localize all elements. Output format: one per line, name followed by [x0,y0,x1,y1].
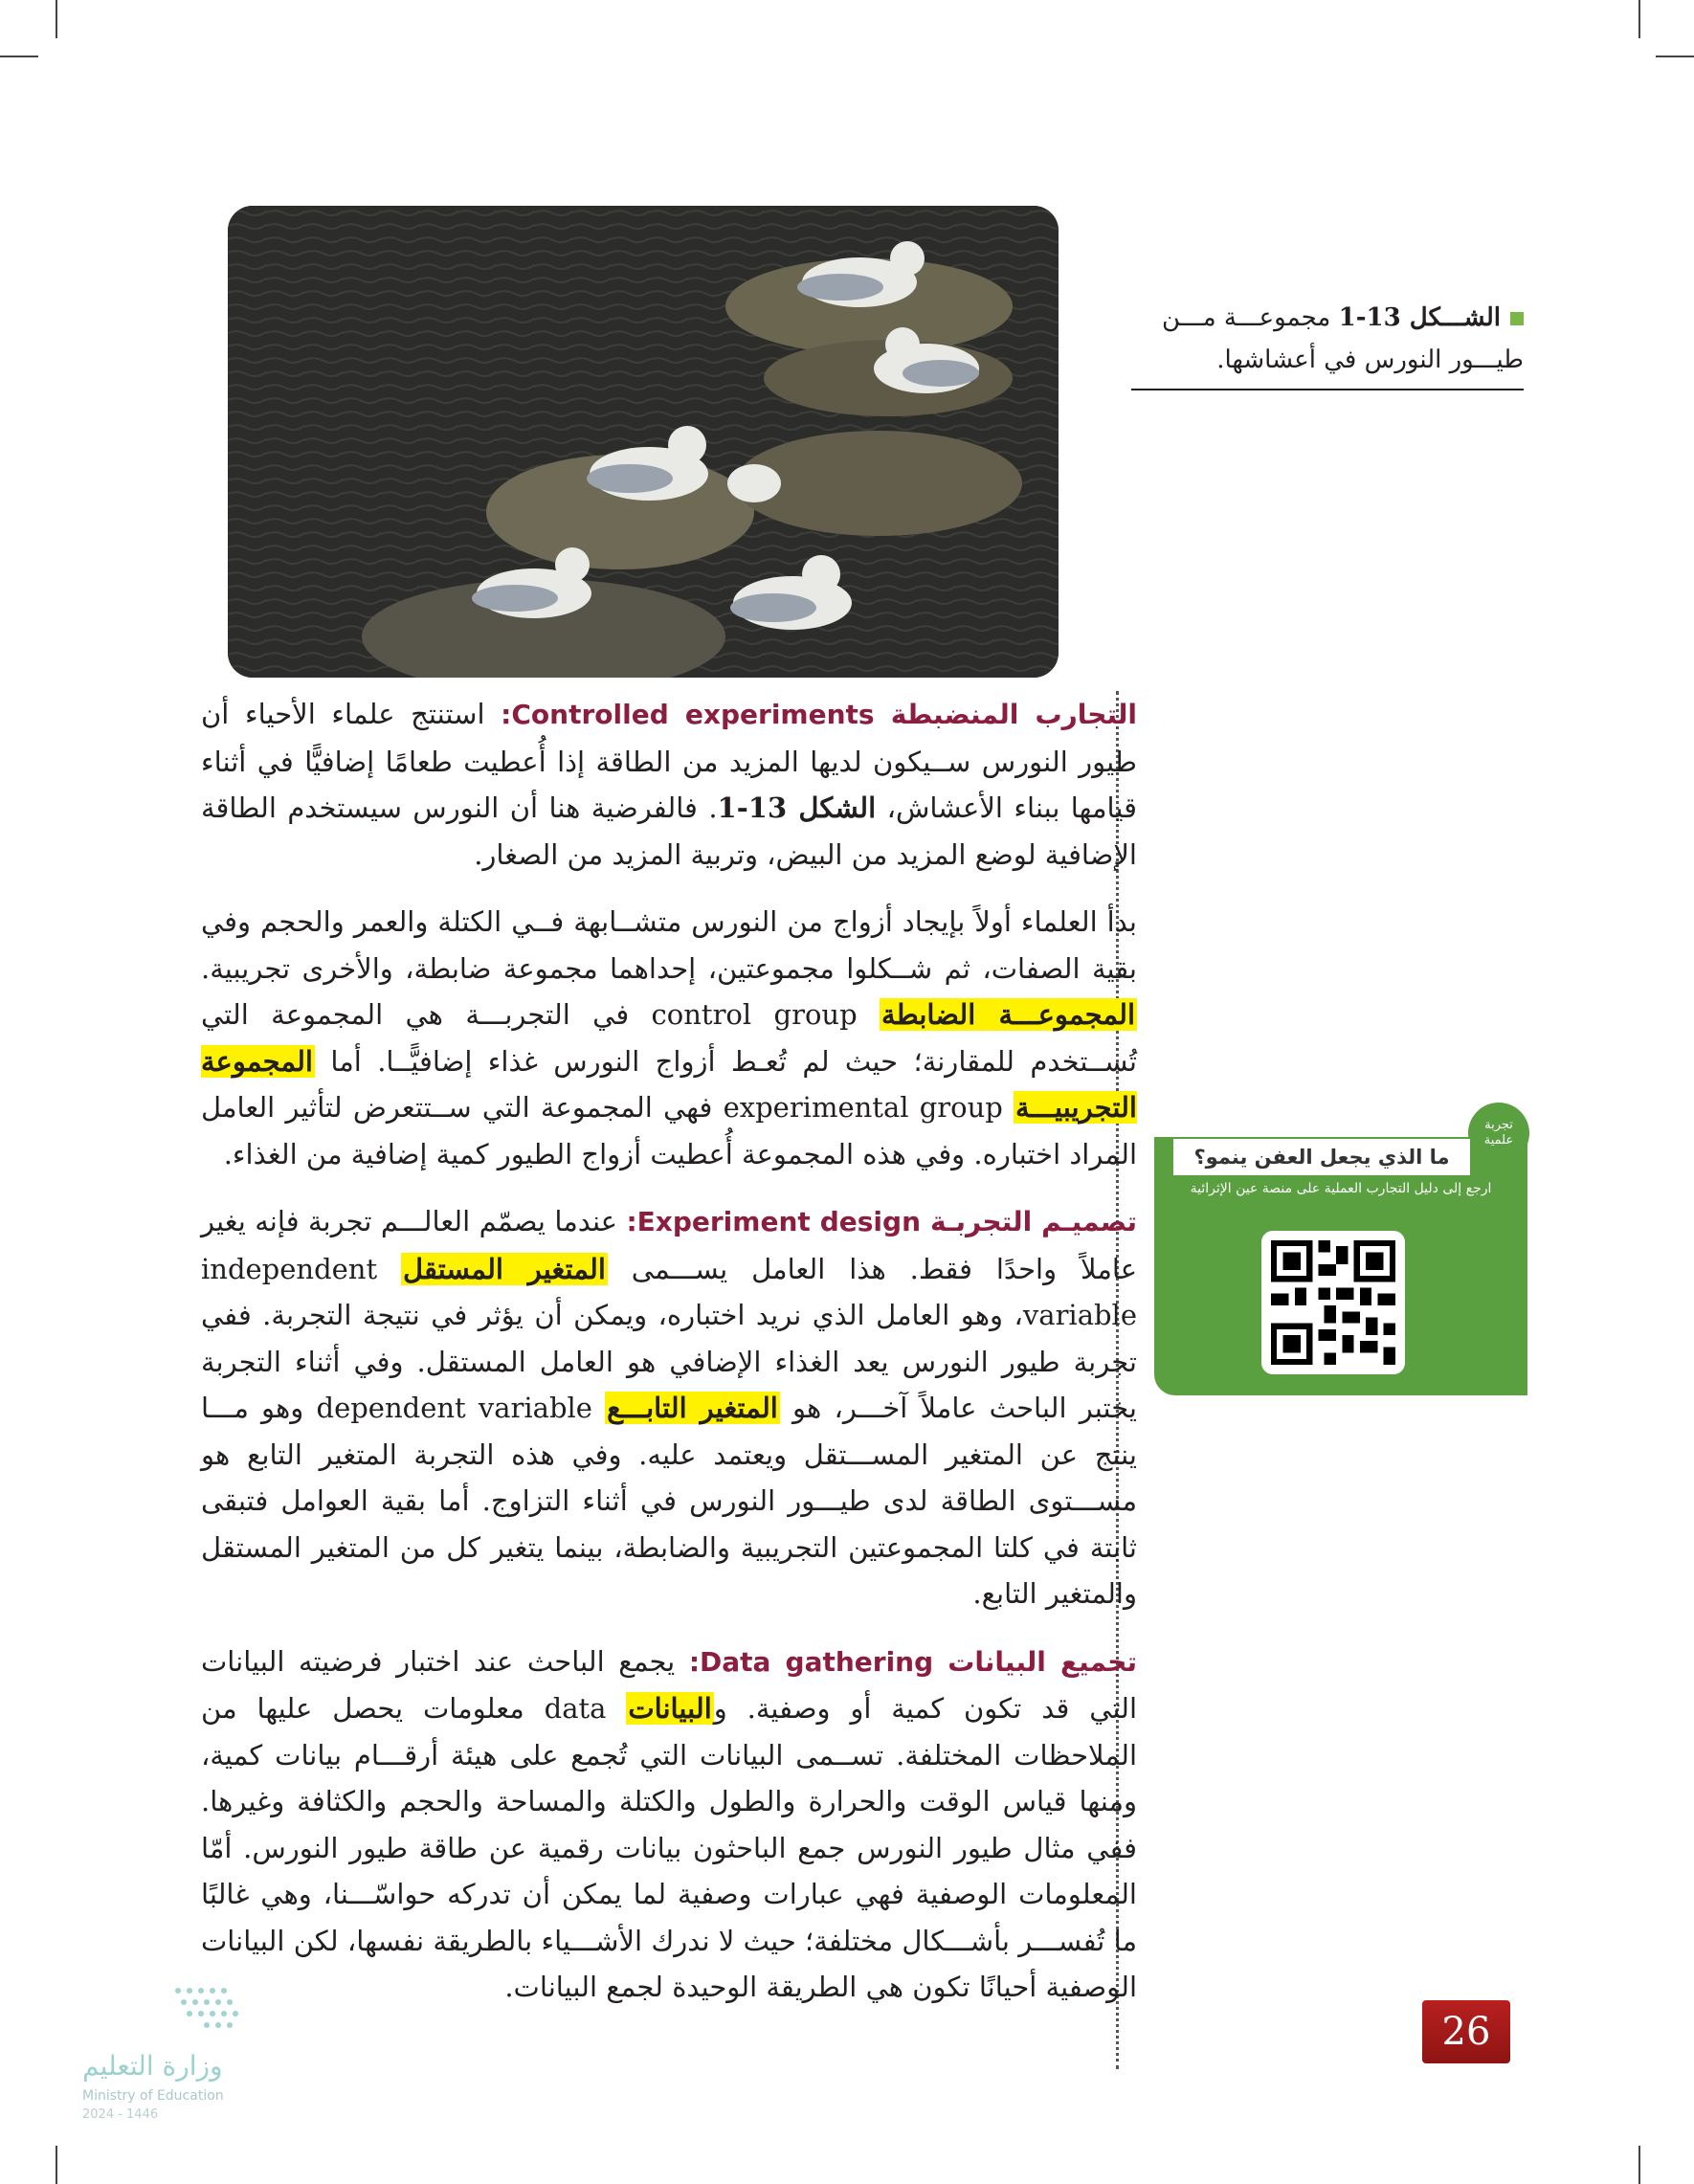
page-number: 26 [1422,2000,1510,2063]
crop-mark [56,0,57,38]
ministry-english: Ministry of Education [82,2088,224,2104]
ministry-arabic: وزارة التعليم [82,2050,223,2082]
ministry-dots-icon [168,1981,255,2039]
paragraph-text: data معلومات يحصل عليها من الملاحظات المختلفة. تســمى البيانات التي تُجمع على هيئة أرقـــام بيانات كمية، ومنها قياس الوقت والحرارة والطول والكتلة والمساحة والحجم والكثافة وغيرها. ففي مثال طيور النورس جمع الباحثون بيانات رقمية عن طاقة طيور النورس. أمّا المعلومات الوصفية فهي عبارات وصفية لما يمكن أن تدركه حواسّـــنا، وهي غالبًا ما تُفســـر بأشـــكال مختلفة؛ حيث لا ندرك الأشـــياء بالطريقة نفسها، لكن البيانات الوصفية أحيانًا تكون هي الطريقة الوحيدة لجمع البيانات. [201,1692,1138,2003]
figure-caption [1131,297,1524,390]
term-highlight: المجموعة التجريبيـــة [201,1044,1137,1124]
crop-mark [1638,2146,1640,2184]
paragraph-data-gathering [201,1638,1137,2011]
term-highlight: المتغير المستقل [403,1252,606,1285]
figure-reference: الشكل 13-1 [717,791,877,824]
paragraph-experiment-design [201,1198,1137,1617]
gull-nests-photo [228,206,1059,678]
lab-subtitle: ارجع إلى دليل التجارب العملية على منصة عين الإثرائية [1190,1181,1492,1196]
lab-badge: تجربة علمية [1468,1103,1529,1164]
ministry-year: 2024 - 1446 [82,2107,159,2122]
lab-experiment-box[interactable] [1154,1118,1527,1395]
paragraph-text: يجمع الباحث عند اختبار فرضيته البيانات التي قد تكون كمية أو وصفية. و [201,1644,1138,1725]
paragraph-control-group [201,899,1137,1177]
section-heading: التجارب المنضبطة Controlled experiments: [501,699,1138,730]
paragraph-text: . فالفرضية هنا أن النورس سيستخدم الطاقة الإضافية لوضع المزيد من البيض، وتربية المزيد من الصغار. [201,791,1137,871]
crop-mark [0,56,38,57]
caption-text: مجموعـــة مـــن طيـــور النورس في أعشاشها. [1162,303,1524,374]
paragraph-text: experimental group فهي المجموعة التي ســتتعرض لتأثير العامل المراد اختباره. وفي هذه المجموعة أُعطيت أزواج الطيور كمية إضافية من الغذاء. [201,1091,1137,1170]
paragraph-text: dependent variable وهو مـــا ينتج عن المتغير المســـتقل ويعتمد عليه. وفي هذه التجربة المتغير التابع هو مســـتوى الطاقة لدى طيـــور النورس في أثناء التزاوج. أما بقية العوامل فتبقى ثابتة في كلتا المجموعتين التجريبية والضابطة، بينما يتغير كل من المتغير المستقل والمتغير التابع. [201,1392,1137,1610]
caption-bullet-icon [1510,312,1524,325]
paragraph-controlled-experiments [201,691,1137,878]
paragraph-text: independent variable، وهو العامل الذي نريد اختباره، ويمكن أن يؤثر في نتيجة التجربة. ففي تجربة طيور النورس يعد الغذاء الإضافي هو العامل المستقل. وفي أثناء التجربة يختبر الباحث عاملاً آخـــر، هو [201,1252,1137,1424]
ministry-logo [82,1981,274,2125]
paragraph-text: بدأ العلماء أولاً بإيجاد أزواج من النورس متشــابهة فــي الكتلة والعمر والحجم وفي بقية الصفات، ثم شــكلوا مجموعتين، إحداهما مجموعة ضابطة، والأخرى تجريبية. [201,905,1137,985]
section-heading: تجميع البيانات Data gathering: [688,1645,1138,1678]
crop-mark [1638,0,1640,38]
section-heading: تصميـم التجربـة Experiment design: [626,1206,1137,1237]
crop-mark [56,2146,57,2184]
body-text [201,691,1137,2032]
term-highlight: البيانات [628,1692,712,1725]
term-highlight: المتغير التابـــع [607,1392,778,1424]
crop-mark [1656,56,1694,57]
paragraph-text: عندما يصمّم العالـــم تجربة فإنه يغير عاملاً واحدًا فقط. هذا العامل يســـمى [201,1205,1137,1285]
caption-label: الشـــكل 13-1 [1338,303,1501,332]
paragraph-text: control group في التجربـــة هي المجموعة التي تُســتخدم للمقارنة؛ حيث لم تُعـط أزواج النورس غذاء إضافيًّــا. أما [201,998,1137,1078]
term-highlight: المجموعـــة الضابطة [881,998,1135,1031]
lab-title: ما الذي يجعل العفن ينمو؟ [1173,1139,1470,1175]
paragraph-text: استنتج علماء الأحياء أن طيور النورس ســيكون لديها المزيد من الطاقة إذا أُعطيت طعامًا إضافيًّا في أثناء قيامها ببناء الأعشاش، [201,698,1137,824]
qr-code-icon[interactable] [1261,1231,1405,1374]
